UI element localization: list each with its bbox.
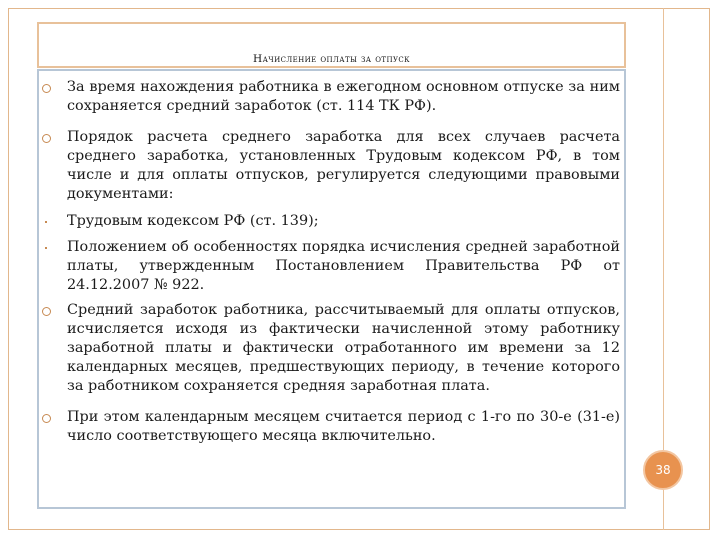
bullet-circle-icon: [42, 307, 51, 316]
bullet-text: При этом календарным месяцем считается период с 1-го по 30-е (31-е) число соответствующего месяца включительно.: [67, 409, 620, 444]
bullet-list: [40, 78, 620, 446]
bullet-item-regulation: [40, 238, 620, 295]
page-number-badge: 38: [643, 450, 683, 490]
bullet-text: Трудовым кодексом РФ (ст. 139);: [67, 213, 319, 229]
bullet-item-labor-code: [40, 212, 620, 231]
bullet-item-calc-basis: [40, 301, 620, 396]
slide-title: Начисление оплаты за отпуск: [253, 53, 410, 65]
bullet-text: Положением об особенностях порядка исчисления средней заработной платы, утвержденным Постановлением Правительства РФ от 24.12.2007 № 922.: [67, 239, 620, 293]
side-rule-bottom: [663, 490, 664, 530]
bullet-circle-icon: [42, 134, 51, 143]
slide-title-box: [37, 22, 626, 68]
bullet-item-calendar-month: [40, 408, 620, 446]
bullet-text: Порядок расчета среднего заработка для всех случаев расчета среднего заработка, установленных Трудовым кодексом РФ, в том числе и для оплаты отпусков, регулируется следующими правовыми документами:: [67, 129, 620, 202]
bullet-text: За время нахождения работника в ежегодном основном отпуске за ним сохраняется средний заработок (ст. 114 ТК РФ).: [67, 79, 620, 114]
side-rule-top: [663, 8, 664, 450]
bullet-item-calc-procedure: [40, 128, 620, 204]
bullet-dot-icon: [45, 221, 47, 223]
bullet-text: Средний заработок работника, рассчитываемый для оплаты отпусков, исчисляется исходя из фактически начисленной этому работнику заработной платы и фактически отработанного им времени за 12 календарных месяцев, предшествующих периоду, в течение которого за работником сохраняется средняя заработная плата.: [67, 302, 620, 394]
bullet-circle-icon: [42, 84, 51, 93]
bullet-dot-icon: [45, 247, 47, 249]
bullet-circle-icon: [42, 414, 51, 423]
bullet-item-avg-earnings: [40, 78, 620, 116]
